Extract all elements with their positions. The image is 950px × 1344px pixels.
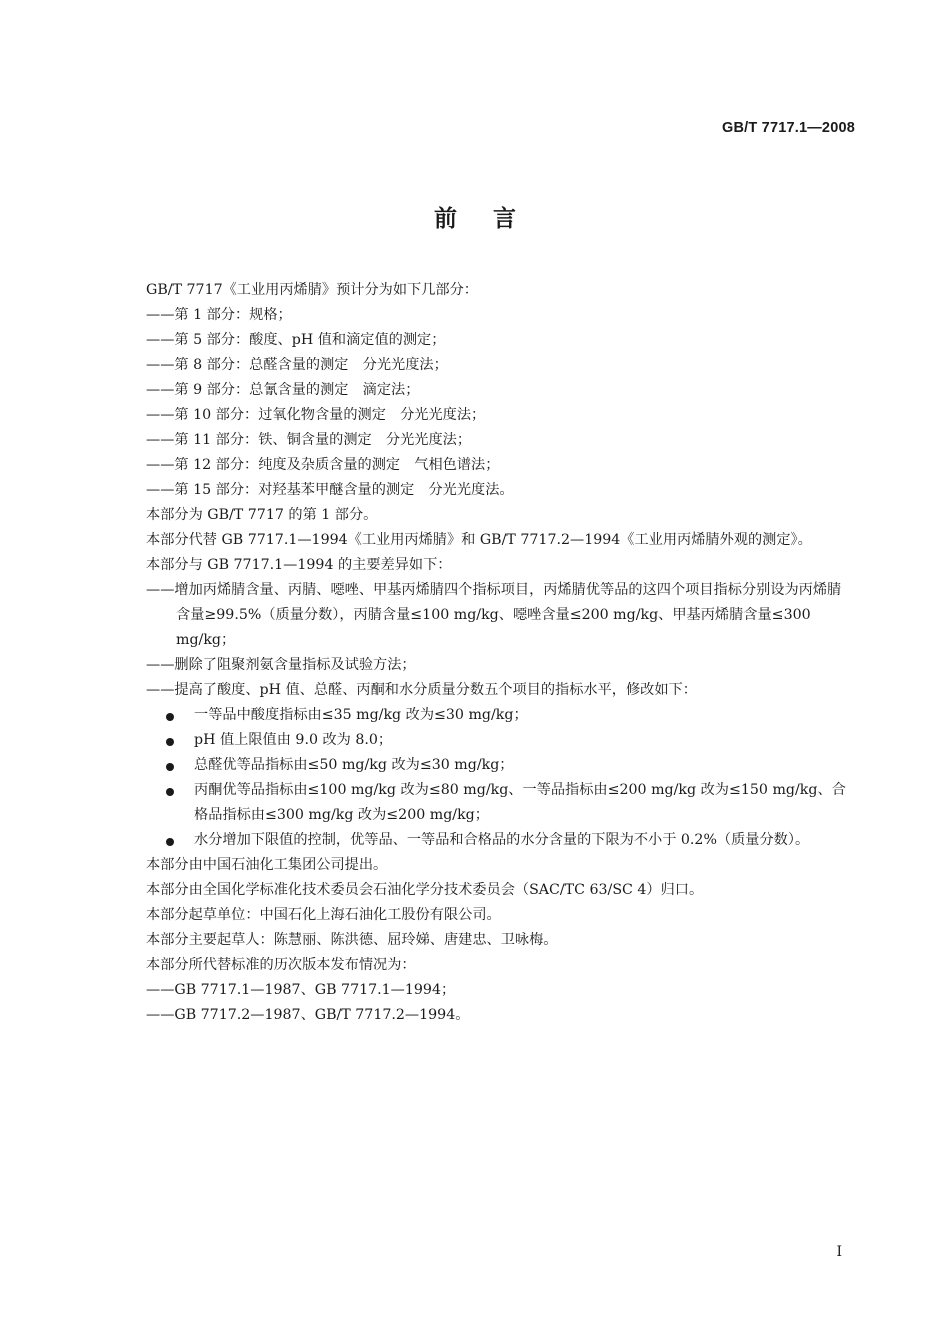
drafting-unit-paragraph: 本部分起草单位：中国石化上海石油化工股份有限公司。	[146, 907, 501, 923]
drafters-paragraph: 本部分主要起草人：陈慧丽、陈洪德、屈玲娣、唐建忠、卫咏梅。	[146, 932, 558, 948]
bullet-text: 水分增加下限值的控制，优等品、一等品和合格品的水分含量的下限为不小于 0.2%（质量分数）。	[194, 832, 810, 848]
bullet-item	[118, 778, 854, 828]
bullet-text: 一等品中酸度指标由≤35 mg/kg 改为≤30 mg/kg；	[194, 707, 528, 723]
bullet-item	[118, 728, 854, 753]
part-item: ——第 9 部分：总氰含量的测定 滴定法；	[146, 382, 420, 398]
part-of-paragraph: 本部分为 GB/T 7717 的第 1 部分。	[146, 507, 378, 523]
difference-item: ——删除了阻聚剂氨含量指标及试验方法；	[146, 657, 416, 673]
foreword-body	[118, 278, 854, 1028]
bullet-dot-icon	[166, 838, 174, 846]
differences-intro: 本部分与 GB 7717.1—1994 的主要差异如下：	[146, 557, 452, 573]
difference-item: ——提高了酸度、pH 值、总醛、丙酮和水分质量分数五个项目的指标水平，修改如下：	[146, 682, 697, 698]
bullet-text: pH 值上限值由 9.0 改为 8.0；	[194, 732, 393, 748]
bullet-dot-icon	[166, 713, 174, 721]
proposed-by-paragraph: 本部分由中国石油化工集团公司提出。	[146, 857, 388, 873]
bullet-dot-icon	[166, 738, 174, 746]
replaces-paragraph: 本部分代替 GB 7717.1—1994《工业用丙烯腈》和 GB/T 7717.2—1994《工业用丙烯腈外观的测定》。	[146, 532, 812, 548]
part-item: ——第 12 部分：纯度及杂质含量的测定 气相色谱法；	[146, 457, 500, 473]
bullet-dot-icon	[166, 788, 174, 796]
part-item: ——第 10 部分：过氧化物含量的测定 分光光度法；	[146, 407, 486, 423]
bullet-item	[118, 828, 854, 853]
intro-paragraph: GB/T 7717《工业用丙烯腈》预计分为如下几部分：	[146, 282, 478, 298]
standard-code: GB/T 7717.1—2008	[722, 120, 855, 136]
part-item: ——第 1 部分：规格；	[146, 307, 292, 323]
managed-by-paragraph: 本部分由全国化学标准化技术委员会石油化学分技术委员会（SAC/TC 63/SC 4）归口。	[146, 882, 704, 898]
page-title: 前言	[434, 206, 552, 232]
part-item: ——第 15 部分：对羟基苯甲醚含量的测定 分光光度法。	[146, 482, 514, 498]
difference-item: ——增加丙烯腈含量、丙腈、噁唑、甲基丙烯腈四个指标项目，丙烯腈优等品的这四个项目指标分别设为丙烯腈含量≥99.5%（质量分数），丙腈含量≤100 mg/kg、噁唑含量≤200 mg/kg、甲基丙烯腈含量≤300 mg/kg；	[146, 582, 842, 648]
page-number: I	[836, 1244, 842, 1260]
bullet-dot-icon	[166, 763, 174, 771]
history-intro-paragraph: 本部分所代替标准的历次版本发布情况为：	[146, 957, 416, 973]
part-item: ——第 5 部分：酸度、pH 值和滴定值的测定；	[146, 332, 446, 348]
bullet-item	[118, 703, 854, 728]
bullet-item	[118, 753, 854, 778]
bullet-text: 丙酮优等品指标由≤100 mg/kg 改为≤80 mg/kg、一等品指标由≤200 mg/kg 改为≤150 mg/kg、合格品指标由≤300 mg/kg 改为≤200 mg/kg；	[194, 782, 846, 823]
history-item: ——GB 7717.2—1987、GB/T 7717.2—1994。	[146, 1007, 470, 1023]
part-item: ——第 11 部分：铁、铜含量的测定 分光光度法；	[146, 432, 472, 448]
part-item: ——第 8 部分：总醛含量的测定 分光光度法；	[146, 357, 448, 373]
bullet-text: 总醛优等品指标由≤50 mg/kg 改为≤30 mg/kg；	[194, 757, 514, 773]
history-item: ——GB 7717.1—1987、GB 7717.1—1994；	[146, 982, 456, 998]
